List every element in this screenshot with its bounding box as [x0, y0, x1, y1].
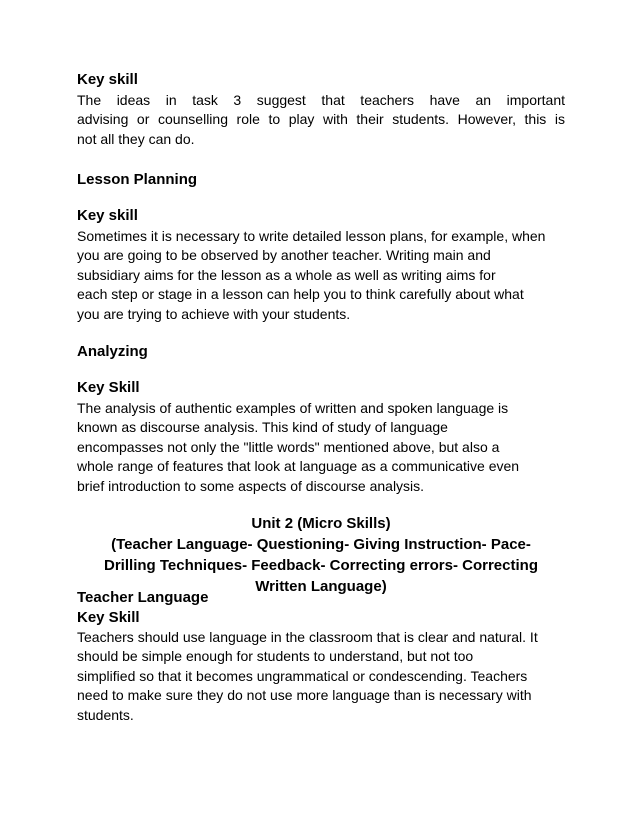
key-skill-heading-3: Key Skill [77, 379, 140, 396]
paragraph-1-line-3: not all they can do. [77, 130, 195, 147]
paragraph-2-line-2: you are going to be observed by another teacher. Writing main and [77, 247, 491, 264]
paragraph-2-line-1: Sometimes it is necessary to write detailed lesson plans, for example, when [77, 228, 546, 244]
paragraph-4-line-2: should be simple enough for students to understand, but not too [77, 648, 474, 665]
lesson-planning-title: Lesson Planning [77, 171, 198, 188]
paragraph-4-line-1: Teachers should use language in the classroom that is clear and natural. It [77, 629, 538, 645]
paragraph-3-line-1: The analysis of authentic examples of written and spoken language is [77, 400, 509, 416]
paragraph-2-line-4: each step or stage in a lesson can help you to think carefully about what [77, 286, 524, 303]
unit-heading [77, 513, 565, 597]
key-skill-heading-4: Key Skill [77, 609, 140, 626]
paragraph-3-line-3: encompasses not only the "little words" mentioned above, but also a [77, 438, 500, 455]
paragraph-4 [77, 628, 565, 725]
key-skill-heading-1: Key skill [77, 71, 138, 88]
paragraph-4-line-5: students. [77, 706, 134, 723]
key-skill-heading-2: Key skill [77, 207, 138, 224]
paragraph-1 [77, 91, 565, 149]
paragraph-4-line-3: simplified so that it becomes ungrammatical or condescending. Teachers [77, 667, 528, 684]
paragraph-3 [77, 399, 565, 496]
paragraph-1-line-2: advising or counselling role to play with their students. However, this is [77, 111, 565, 128]
paragraph-2-line-3: subsidiary aims for the lesson as a whole as well as writing aims for [77, 266, 496, 283]
teacher-language-title: Teacher Language [77, 589, 209, 606]
unit-heading-line-1: Unit 2 (Micro Skills) [251, 515, 391, 532]
paragraph-2-line-5: you are trying to achieve with your students. [77, 305, 351, 322]
unit-heading-line-4: Written Language) [255, 578, 387, 595]
paragraph-3-line-5: brief introduction to some aspects of discourse analysis. [77, 477, 425, 494]
paragraph-3-line-4: whole range of features that look at language as a communicative even [77, 458, 520, 475]
paragraph-4-line-4: need to make sure they do not use more language than is necessary with [77, 687, 532, 704]
paragraph-3-line-2: known as discourse analysis. This kind of study of language [77, 419, 448, 436]
paragraph-1-line-1: The ideas in task 3 suggest that teachers have an important [77, 92, 565, 108]
unit-heading-line-3: Drilling Techniques- Feedback- Correcting errors- Correcting [104, 557, 538, 574]
paragraph-2 [77, 227, 565, 324]
unit-heading-line-2: (Teacher Language- Questioning- Giving Instruction- Pace- [111, 536, 531, 553]
analyzing-title: Analyzing [77, 343, 148, 360]
